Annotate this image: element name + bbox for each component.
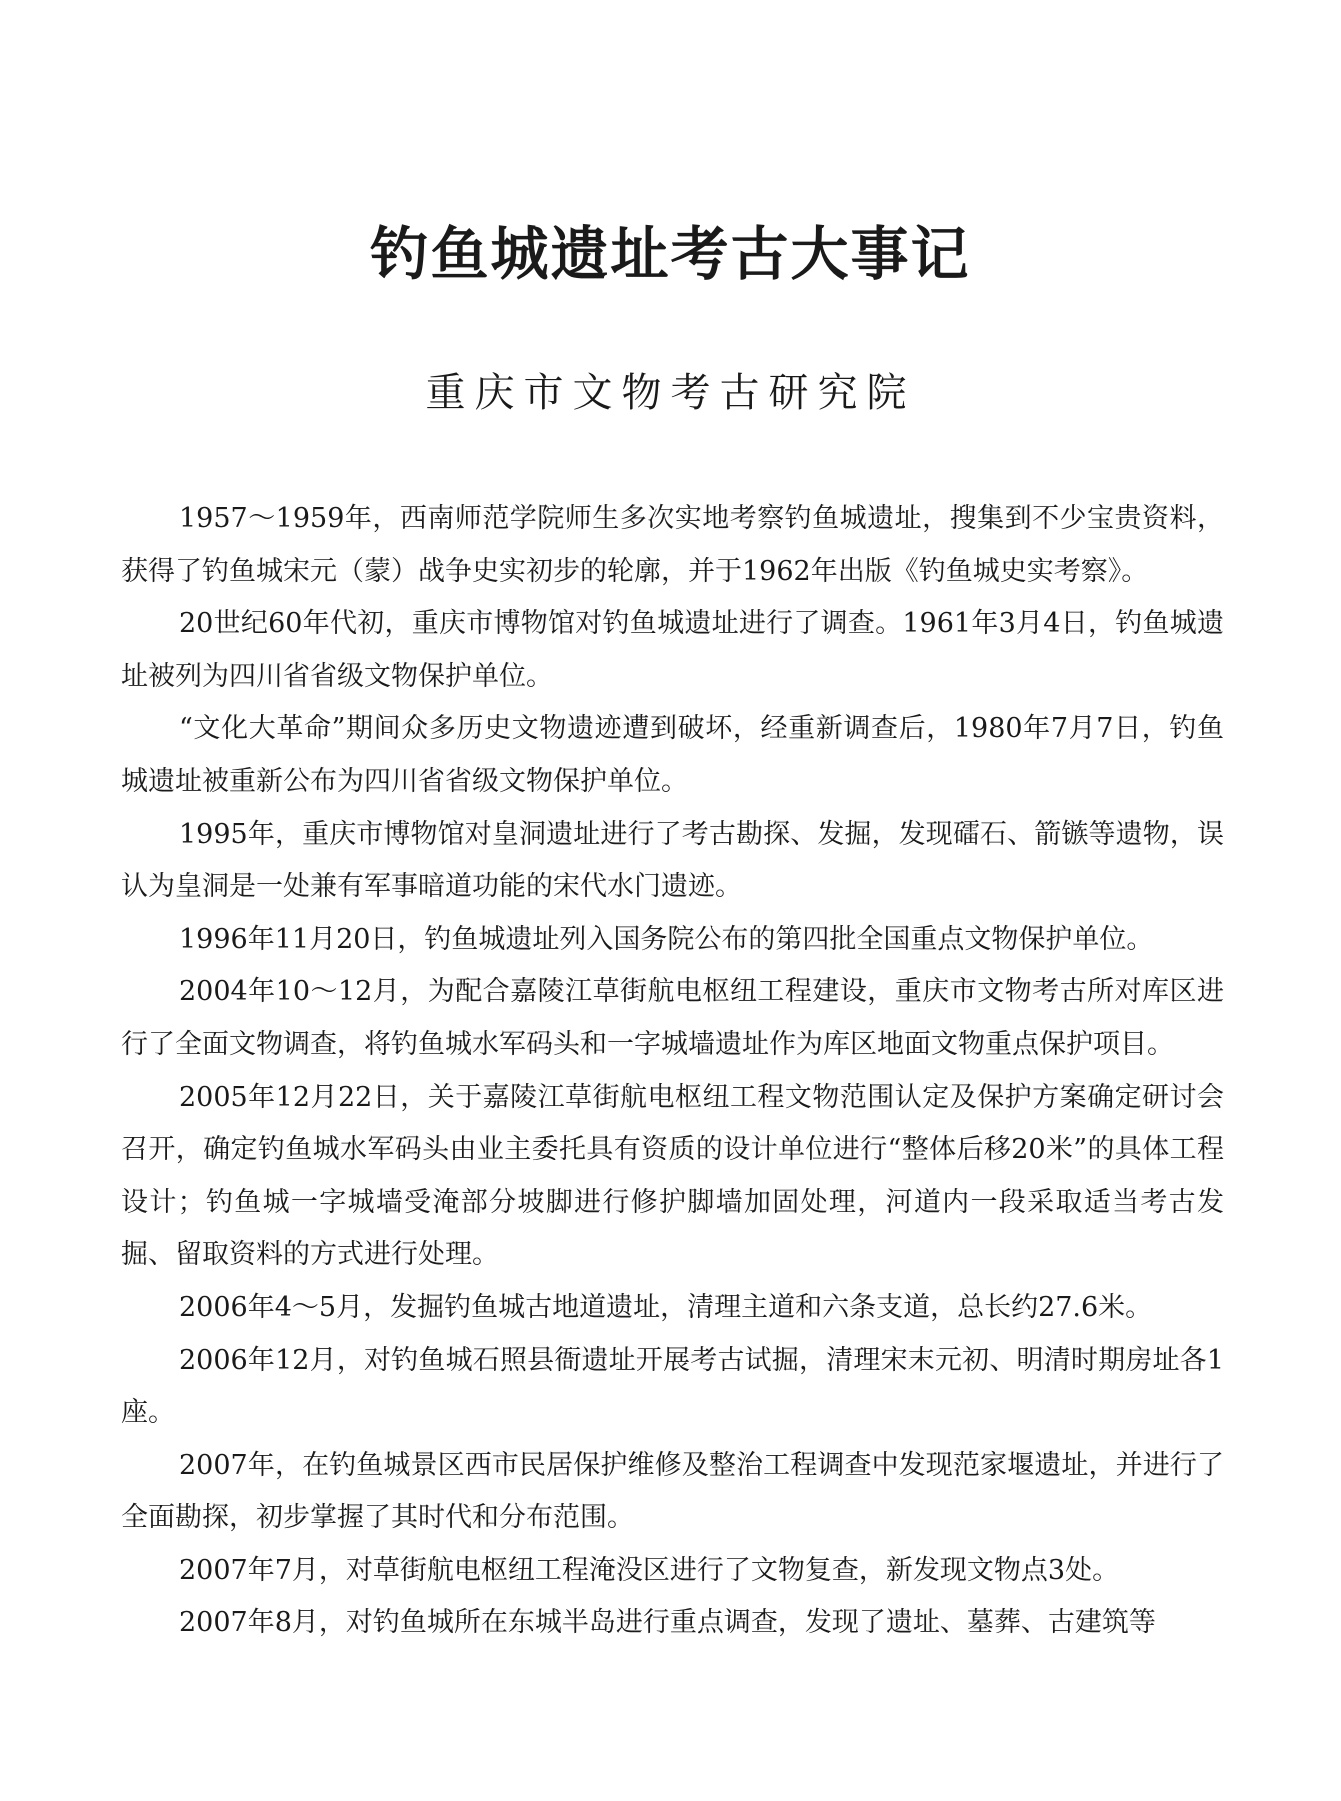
paragraph: 2007年7月，对草街航电枢纽工程淹没区进行了文物复查，新发现文物点3处。 <box>179 1554 1120 1586</box>
paragraph: 2006年4～5月，发掘钓鱼城古地道遗址，清理主道和六条支道，总长约27.6米。 <box>179 1291 1153 1323</box>
paragraph: 1957～1959年，西南师范学院师生多次实地考察钓鱼城遗址，搜集到不少宝贵资料，获得了钓鱼城宋元（蒙）战争史实初步的轮廓，并于1962年出版《钓鱼城史实考察》。 <box>121 503 1224 587</box>
article-body <box>121 493 1224 1650</box>
paragraph: 1995年，重庆市博物馆对皇洞遗址进行了考古勘探、发掘，发现礌石、箭镞等遗物，误认为皇洞是一处兼有军事暗道功能的宋代水门遗迹。 <box>121 818 1224 903</box>
paragraph: 2007年8月，对钓鱼城所在东城半岛进行重点调查，发现了遗址、墓葬、古建筑等 <box>179 1607 1156 1639</box>
paragraph: 20世纪60年代初，重庆市博物馆对钓鱼城遗址进行了调查。1961年3月4日，钓鱼城遗址被列为四川省省级文物保护单位。 <box>121 608 1224 692</box>
paragraph: 2006年12月，对钓鱼城石照县衙遗址开展考古试掘，清理宋末元初、明清时期房址各1座。 <box>121 1344 1224 1429</box>
paragraph: 2005年12月22日，关于嘉陵江草街航电枢纽工程文物范围认定及保护方案确定研讨会召开，确定钓鱼城水军码头由业主委托具有资质的设计单位进行“整体后移20米”的具体工程设计；钓鱼城一字城墙受淹部分坡脚进行修护脚墙加固处理，河道内一段采取适当考古发掘、留取资料的方式进行处理。 <box>121 1081 1224 1271</box>
paragraph: 2007年，在钓鱼城景区西市民居保护维修及整治工程调查中发现范家堰遗址，并进行了全面勘探，初步掌握了其时代和分布范围。 <box>121 1449 1224 1534</box>
paragraph: 1996年11月20日，钓鱼城遗址列入国务院公布的第四批全国重点文物保护单位。 <box>179 923 1154 955</box>
paragraph: 2004年10～12月，为配合嘉陵江草街航电枢纽工程建设，重庆市文物考古所对库区进行了全面文物调查，将钓鱼城水军码头和一字城墙遗址作为库区地面文物重点保护项目。 <box>121 976 1224 1060</box>
author-line: 重庆市文物考古研究院 <box>425 370 916 416</box>
paragraph: “文化大革命”期间众多历史文物遗迹遭到破坏，经重新调查后，1980年7月7日，钓鱼城遗址被重新公布为四川省省级文物保护单位。 <box>121 713 1224 797</box>
page-title: 钓鱼城遗址考古大事记 <box>370 220 971 288</box>
